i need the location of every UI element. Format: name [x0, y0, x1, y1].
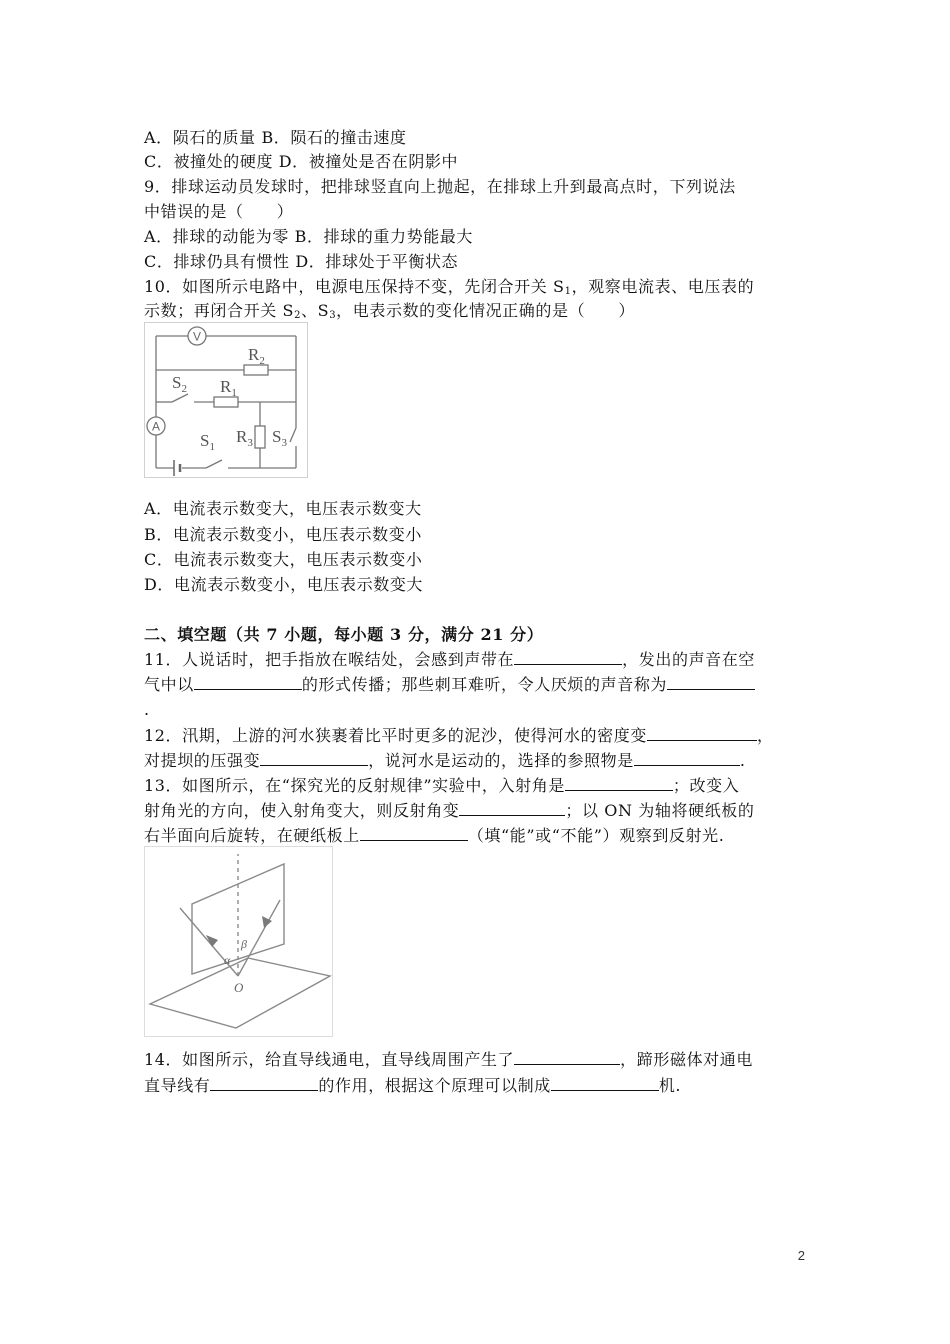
- q13-blank-1[interactable]: [565, 774, 673, 791]
- q12-blank-3[interactable]: [634, 749, 740, 766]
- page-number: 2: [797, 1248, 805, 1263]
- s1-label: $S_1$: [200, 431, 215, 453]
- q12-blank-2[interactable]: [260, 749, 368, 766]
- section-2-title: 二、填空题（共 7 小题，每小题 3 分，满分 21 分）: [144, 625, 544, 644]
- angle-beta-label: β: [241, 937, 247, 951]
- q11-line-3: .: [144, 700, 150, 719]
- q10-stem-line-2: 示数；再闭合开关 $S_2$、$S_3$，电表示数的变化情况正确的是（ ）: [144, 301, 635, 321]
- q13-blank-2[interactable]: [459, 799, 565, 816]
- q8-options-ab: A．陨石的质量 B．陨石的撞击速度: [144, 128, 407, 147]
- reflection-diagram: [144, 846, 334, 1038]
- q9-options-ab: A．排球的动能为零 B．排球的重力势能最大: [144, 227, 473, 246]
- q13-line-2: 射角光的方向，使入射角变大，则反射角变 ；以 ON 为轴将硬纸板的: [144, 801, 755, 820]
- q10-stem-line-1: 10．如图所示电路中，电源电压保持不变，先闭合开关 $S_1$，观察电流表、电压表的: [144, 277, 755, 297]
- ammeter-label: A: [151, 419, 161, 434]
- q10-option-b: B．电流表示数变小，电压表示数变小: [144, 525, 422, 544]
- s3-label: $S_3$: [272, 427, 287, 449]
- voltmeter-label: V: [192, 329, 202, 344]
- q11-blank-2[interactable]: [194, 673, 302, 690]
- q8-options-cd: C．被撞处的硬度 D．被撞处是否在阴影中: [144, 152, 459, 171]
- q14-blank-3[interactable]: [551, 1074, 659, 1091]
- q10-option-d: D．电流表示数变小，电压表示数变大: [144, 575, 424, 594]
- q12-line-1: 12．汛期，上游的河水狭裹着比平时更多的泥沙，使得河水的密度变 ，: [144, 726, 774, 745]
- q14-line-2: 直导线有 的作用，根据这个原理可以制成 机.: [144, 1076, 682, 1095]
- q11-line-1: 11．人说话时，把手指放在喉结处，会感到声带在 ，发出的声音在空: [144, 650, 755, 669]
- q9-options-cd: C．排球仍具有惯性 D．排球处于平衡状态: [144, 252, 459, 271]
- q13-blank-3[interactable]: [360, 824, 468, 841]
- q12-line-2: 对提坝的压强变 ，说河水是运动的，选择的参照物是 .: [144, 751, 746, 770]
- circuit-diagram: [144, 322, 309, 478]
- q11-blank-1[interactable]: [514, 648, 622, 665]
- q11-line-2: 气中以 的形式传播；那些刺耳难听，令人厌烦的声音称为: [144, 673, 755, 697]
- q14-blank-2[interactable]: [210, 1074, 318, 1091]
- s2-label: $S_2$: [172, 373, 187, 395]
- angle-alpha-label: α: [224, 953, 231, 967]
- q14-line-1: 14．如图所示，给直导线通电，直导线周围产生了 ，蹄形磁体对通电: [144, 1050, 753, 1069]
- q11-blank-3[interactable]: [667, 673, 755, 690]
- q14-blank-1[interactable]: [514, 1048, 620, 1065]
- r3-label: $R_3$: [236, 427, 253, 449]
- q13-line-3: 右半面向后旋转，在硬纸板上 （填“能”或“不能”）观察到反射光.: [144, 826, 725, 845]
- r2-label: $R_2$: [248, 345, 265, 367]
- q13-line-1: 13．如图所示，在“探究光的反射规律”实验中，入射角是 ；改变入: [144, 776, 740, 795]
- r1-label: $R_1$: [220, 377, 237, 399]
- q12-blank-1[interactable]: [647, 724, 757, 741]
- q10-option-a: A．电流表示数变大，电压表示数变大: [144, 499, 422, 518]
- q9-stem-line-1: 9．排球运动员发球时，把排球竖直向上抛起，在排球上升到最高点时，下列说法: [144, 177, 736, 196]
- q9-stem-line-2: 中错误的是（ ）: [144, 202, 294, 221]
- point-o-label: O: [234, 980, 244, 995]
- q10-option-c: C．电流表示数变大，电压表示数变小: [144, 550, 423, 569]
